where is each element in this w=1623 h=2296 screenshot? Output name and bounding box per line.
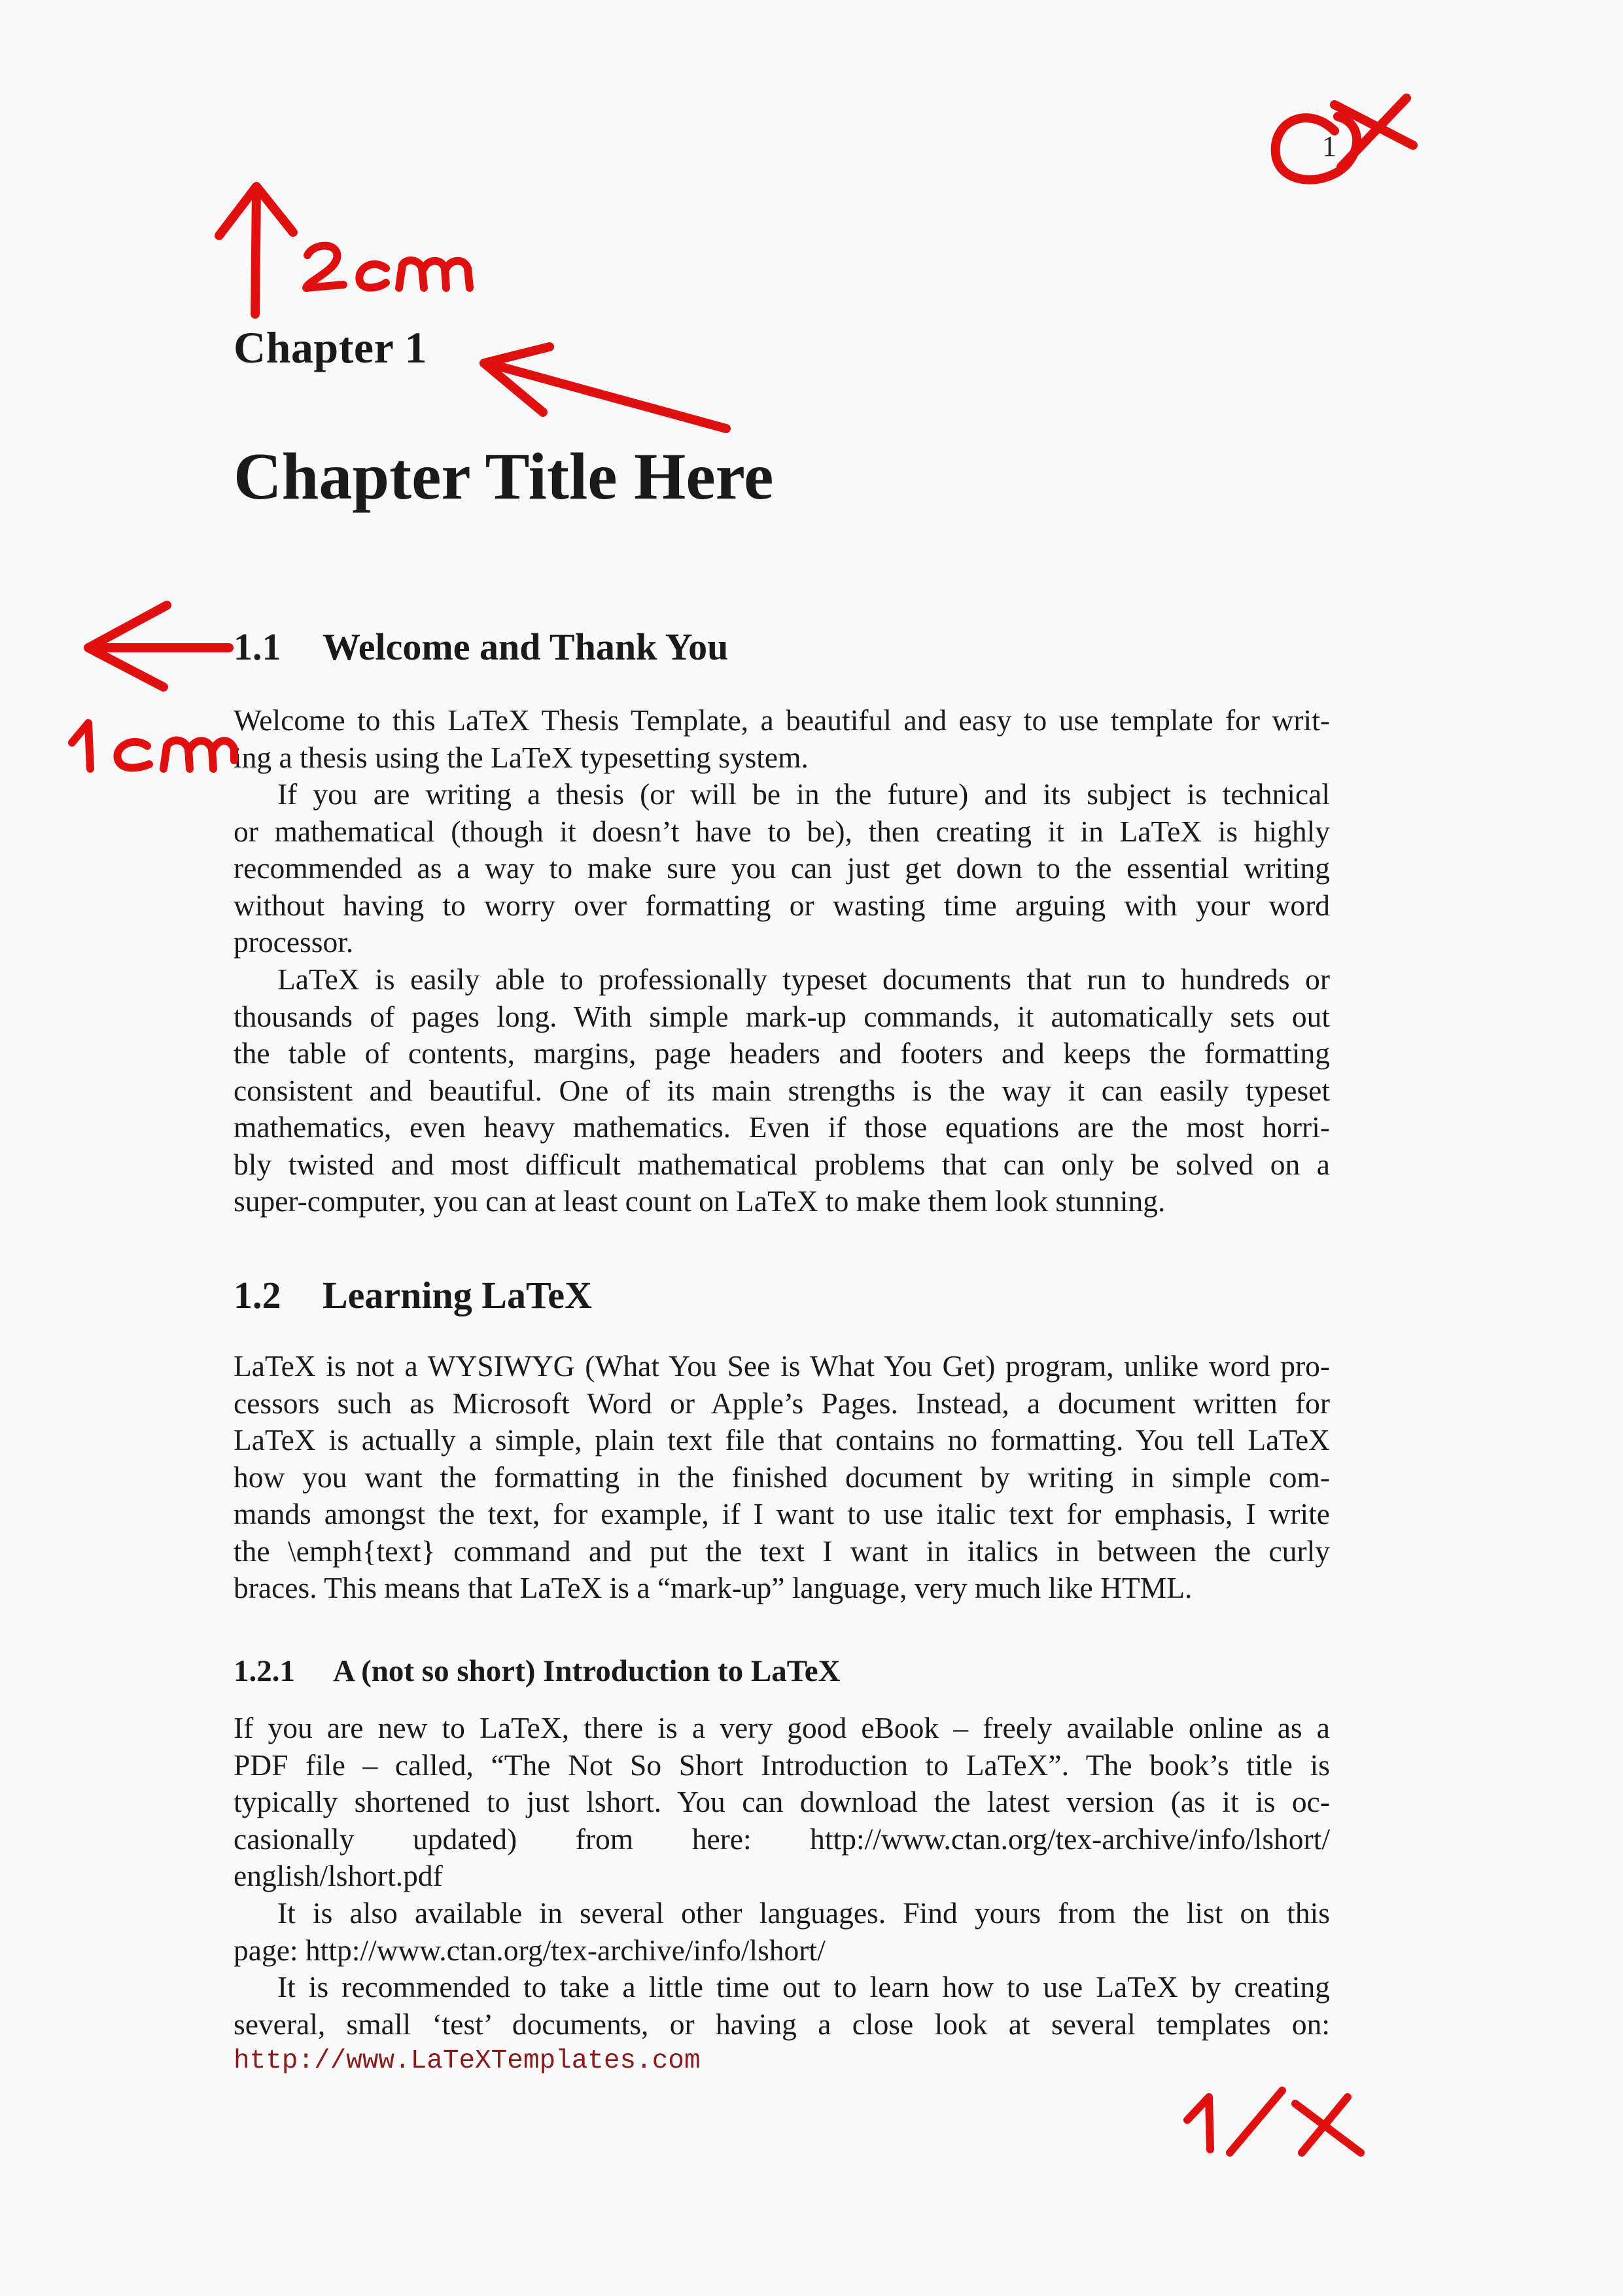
text-line: casionally updated) from here: http://www.ctan.org/tex-archive/info/lshort/ [234,1822,1330,1856]
text-line: Welcome to this LaTeX Thesis Template, a beautiful and easy to use template for writ- [234,703,1330,737]
text-line: recommended as a way to make sure you can just get down to the essential writing [234,851,1330,885]
text-line: LaTeX is not a WYSIWYG (What You See is What You Get) program, unlike word pro- [234,1349,1330,1383]
text-line: bly twisted and most difficult mathematical problems that can only be solved on a [234,1147,1330,1181]
text-line: PDF file – called, “The Not So Short Introduction to LaTeX”. The book’s title is [234,1748,1330,1782]
page-number-circle-icon [1276,116,1357,180]
chapter-pointer-arrow-icon [487,363,726,429]
text-line: processor. [234,925,354,959]
section-heading-1-1 [234,625,728,669]
paragraph-1-1-c [234,961,1330,1220]
text-line: typically shortened to just lshort. You can download the latest version (as it is oc- [234,1785,1330,1818]
paragraph-1-2-a [234,1348,1330,1607]
text-line: LaTeX is actually a simple, plain text file that contains no formatting. You tell LaTeX [234,1423,1330,1457]
text-line: mands amongst the text, for example, if I want to use italic text for emphasis, I write [234,1497,1330,1530]
paragraph-1-1-a [234,702,1330,776]
text-line: page: http://www.ctan.org/tex-archive/info/lshort/ [234,1933,826,1967]
chapter-title: Chapter Title Here [234,440,774,514]
text-line: how you want the formatting in the finished document by writing in simple com- [234,1460,1330,1494]
text-line: super-computer, you can at least count on LaTeX to make them look stunning. [234,1184,1166,1218]
section-number: 1.2 [234,1274,281,1316]
text-line: It is recommended to take a little time out to learn how to use LaTeX by creating [277,1970,1330,2004]
link-latextemplates[interactable]: http://www.LaTeXTemplates.com [234,2046,701,2076]
label-page-count-icon [1187,2091,1361,2153]
text-line: ing a thesis using the LaTeX typesetting system. [234,740,809,774]
annotation-text-1-x [0,0,1,1]
paragraph-1-2-1-a [234,1710,1330,1895]
subsection-number: 1.2.1 [234,1654,295,1688]
text-line: If you are new to LaTeX, there is a very good eBook – freely available online as a [234,1711,1330,1744]
text-line: or mathematical (though it doesn’t have to be), then creating it in LaTeX is highly [234,814,1330,848]
text-line: without having to worry over formatting or wasting time arguing with your word [234,888,1330,922]
text-line: thousands of pages long. With simple mark-up commands, it automatically sets out [234,999,1330,1033]
text-line: cessors such as Microsoft Word or Apple’s Pages. Instead, a document written for [234,1386,1330,1420]
subsection-title: A (not so short) Introduction to LaTeX [333,1654,841,1688]
paragraph-1-2-1-b [234,1895,1330,1969]
section-number: 1.1 [234,626,281,668]
text-line: braces. This means that LaTeX is a “mark-up” language, very much like HTML. [234,1571,1193,1604]
section-title: Welcome and Thank You [323,626,729,668]
paragraph-1-1-b [234,776,1330,961]
subsection-heading-1-2-1 [234,1653,841,1689]
section-heading-1-2 [234,1273,592,1317]
text-line: the table of contents, margins, page headers and footers and keeps the formatting [234,1036,1330,1070]
page-number-cross-icon [1335,98,1413,167]
text-line: If you are writing a thesis (or will be in the future) and its subject is technical [277,777,1330,811]
page-number: 1 [1322,130,1336,162]
text-line: It is also available in several other languages. Find yours from the list on this [277,1896,1330,1930]
chapter-label: Chapter 1 [234,323,428,372]
text-line: mathematics, even heavy mathematics. Even if those equations are the most horri- [234,1110,1330,1144]
section-title: Learning LaTeX [323,1274,592,1316]
text-line: several, small ‘test’ documents, or having a close look at several templates on: [234,2007,1330,2041]
label-2cm-icon [306,246,470,288]
text-line: the \emph{text} command and put the text I want in italics in between the curly [234,1534,1330,1568]
up-arrow-icon [255,190,256,314]
text-line: consistent and beautiful. One of its main strengths is the way it can easily typeset [234,1073,1330,1107]
paragraph-1-2-1-c [234,1969,1330,2080]
text-line: english/lshort.pdf [234,1859,443,1892]
text-line: LaTeX is easily able to professionally typeset documents that run to hundreds or [277,963,1330,996]
label-1cm-icon [72,723,234,769]
